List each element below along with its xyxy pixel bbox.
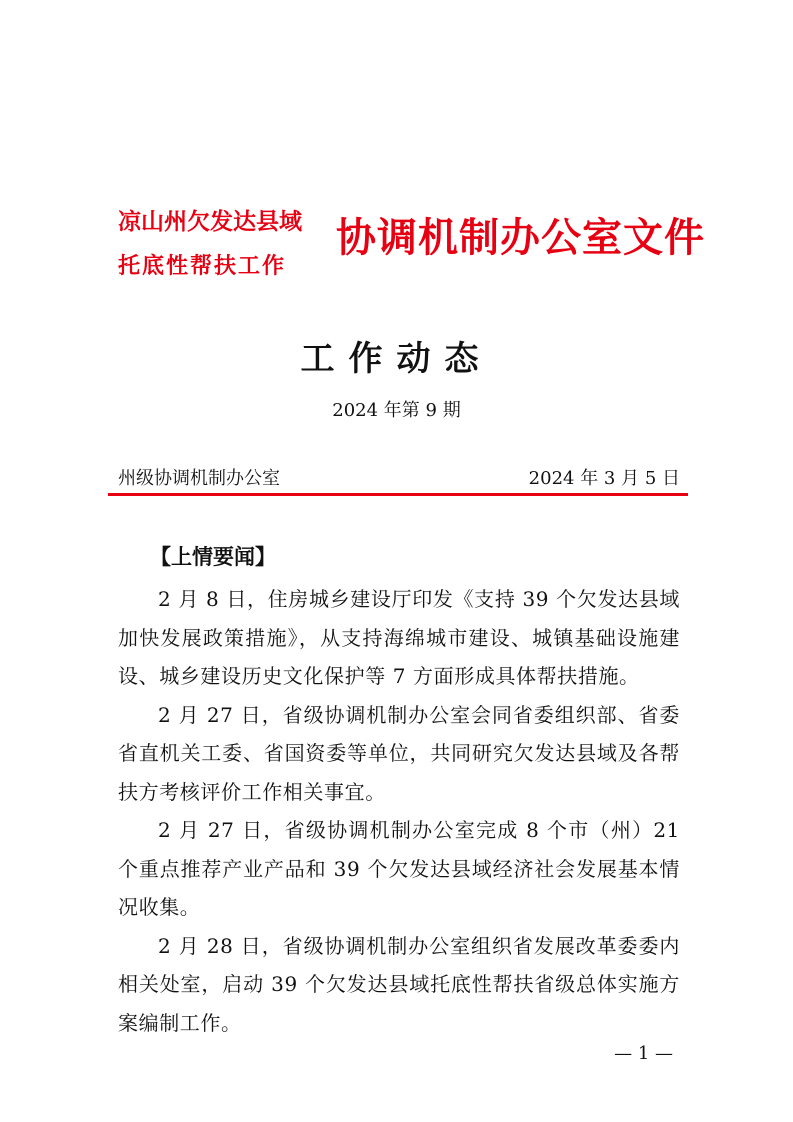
body-paragraph: 2 月 28 日，省级协调机制办公室组织省发展改革委委内相关处室，启动 39 个欠发达县域托底性帮扶省级总体实施方案编制工作。 <box>118 933 680 1035</box>
letterhead-org-line1: 凉山州欠发达县域 <box>118 208 302 235</box>
letterhead-document-type: 协调机制办公室文件 <box>336 214 705 261</box>
body-paragraph: 2 月 27 日，省级协调机制办公室会同省委组织部、省委省直机关工委、省国资委等单位，共同研究欠发达县域及各帮扶方考核评价工作相关事宜。 <box>118 702 680 804</box>
document-title: 工作动态 <box>300 339 493 379</box>
issue-number: 2024 年第 9 期 <box>332 400 461 421</box>
letterhead-org-line2: 托底性帮扶工作 <box>118 253 287 279</box>
issuer-row <box>118 464 680 494</box>
red-divider-rule <box>108 493 688 496</box>
issuer-name: 州级协调机制办公室 <box>118 468 280 489</box>
body-paragraph: 2 月 8 日，住房城乡建设厅印发《支持 39 个欠发达县域加快发展政策措施》，从支持海绵城市建设、城镇基础设施建设、城乡建设历史文化保护等 7 方面形成具体帮扶措施。 <box>118 587 680 688</box>
letterhead-organization <box>118 200 326 288</box>
section-heading: 【上情要闻】 <box>150 545 276 569</box>
body-paragraph: 2 月 27 日，省级协调机制办公室完成 8 个市（州）21 个重点推荐产业产品和 39 个欠发达县域经济社会发展基本情况收集。 <box>118 818 680 919</box>
document-body <box>118 580 680 1042</box>
issue-date: 2024 年 3 月 5 日 <box>528 468 680 489</box>
page-number: — 1 — <box>614 1043 673 1064</box>
